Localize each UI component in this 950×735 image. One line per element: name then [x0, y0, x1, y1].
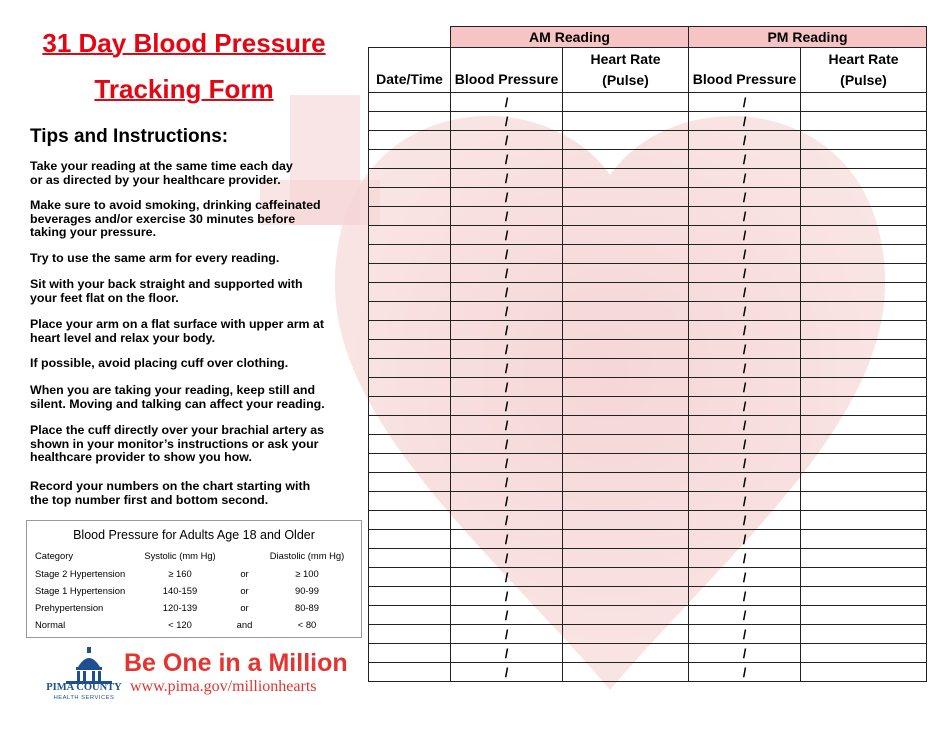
datetime-cell[interactable]: [369, 359, 451, 378]
pm-reading-header: PM Reading: [689, 27, 927, 48]
datetime-cell[interactable]: [369, 150, 451, 169]
table-row: [369, 131, 927, 150]
datetime-cell[interactable]: [369, 226, 451, 245]
am-heart-rate-cell[interactable]: [563, 226, 689, 245]
col-am-heart-rate: Heart Rate (Pulse): [563, 48, 689, 93]
pm-bp-cell[interactable]: /: [689, 530, 801, 549]
am-heart-rate-cell[interactable]: [563, 549, 689, 568]
pm-bp-cell[interactable]: /: [689, 283, 801, 302]
pm-bp-cell[interactable]: /: [689, 207, 801, 226]
pm-bp-cell[interactable]: /: [689, 340, 801, 359]
am-heart-rate-cell[interactable]: [563, 492, 689, 511]
datetime-cell[interactable]: [369, 245, 451, 264]
am-bp-cell[interactable]: /: [451, 321, 563, 340]
pm-heart-rate-cell[interactable]: [801, 93, 927, 112]
pm-heart-rate-cell[interactable]: [801, 359, 927, 378]
pm-heart-rate-cell[interactable]: [801, 549, 927, 568]
page-title-line-2: Tracking Form: [94, 74, 274, 104]
pm-heart-rate-cell[interactable]: [801, 492, 927, 511]
am-bp-cell[interactable]: /: [451, 226, 563, 245]
tip-cuff-placement: Place the cuff directly over your brachial artery as shown in your monitor’s instructions or ask your healthcare provider to show you how.: [30, 423, 325, 464]
table-row: [369, 226, 927, 245]
campaign-url: www.pima.gov/millionhearts: [130, 678, 317, 695]
datetime-cell[interactable]: [369, 663, 451, 682]
tip-keep-still: When you are taking your reading, keep still and silent. Moving and talking can affect your reading.: [30, 383, 325, 411]
tip-same-arm: Try to use the same arm for every reading.: [30, 251, 280, 265]
am-heart-rate-cell[interactable]: [563, 283, 689, 302]
am-heart-rate-cell[interactable]: [563, 606, 689, 625]
datetime-cell[interactable]: [369, 378, 451, 397]
am-bp-cell[interactable]: /: [451, 416, 563, 435]
pm-heart-rate-cell[interactable]: [801, 530, 927, 549]
table-row: [369, 359, 927, 378]
am-heart-rate-cell[interactable]: [563, 416, 689, 435]
pm-bp-cell[interactable]: /: [689, 644, 801, 663]
table-row: [369, 530, 927, 549]
am-heart-rate-cell[interactable]: [563, 207, 689, 226]
table-row: [369, 568, 927, 587]
am-bp-cell[interactable]: /: [451, 340, 563, 359]
datetime-cell[interactable]: [369, 587, 451, 606]
am-heart-rate-cell[interactable]: [563, 511, 689, 530]
pm-heart-rate-cell[interactable]: [801, 131, 927, 150]
datetime-cell[interactable]: [369, 264, 451, 283]
am-heart-rate-cell[interactable]: [563, 188, 689, 207]
org-name: PIMA COUNTY: [46, 682, 122, 693]
pm-heart-rate-cell[interactable]: [801, 207, 927, 226]
table-row: [369, 321, 927, 340]
am-bp-cell[interactable]: /: [451, 207, 563, 226]
am-bp-cell[interactable]: /: [451, 549, 563, 568]
am-heart-rate-cell[interactable]: [563, 644, 689, 663]
am-heart-rate-cell[interactable]: [563, 340, 689, 359]
am-heart-rate-cell[interactable]: [563, 112, 689, 131]
datetime-cell[interactable]: [369, 549, 451, 568]
am-bp-cell[interactable]: /: [451, 492, 563, 511]
pm-heart-rate-cell[interactable]: [801, 112, 927, 131]
bp-table-title: Blood Pressure for Adults Age 18 and Older: [73, 528, 315, 542]
am-bp-cell[interactable]: /: [451, 435, 563, 454]
am-bp-cell[interactable]: /: [451, 188, 563, 207]
am-heart-rate-cell[interactable]: [563, 568, 689, 587]
table-row: [369, 93, 927, 112]
pm-bp-cell[interactable]: /: [689, 663, 801, 682]
pm-bp-cell[interactable]: /: [689, 245, 801, 264]
pm-heart-rate-cell[interactable]: [801, 283, 927, 302]
table-row: [369, 492, 927, 511]
pm-bp-cell[interactable]: /: [689, 188, 801, 207]
page-title-line-1: 31 Day Blood Pressure: [42, 28, 326, 58]
col-datetime: Date/Time: [369, 48, 451, 93]
am-bp-cell[interactable]: /: [451, 169, 563, 188]
am-bp-cell[interactable]: /: [451, 473, 563, 492]
am-bp-cell[interactable]: /: [451, 245, 563, 264]
am-bp-cell[interactable]: /: [451, 644, 563, 663]
am-bp-cell[interactable]: /: [451, 93, 563, 112]
datetime-cell[interactable]: [369, 416, 451, 435]
am-bp-cell[interactable]: /: [451, 511, 563, 530]
table-row: [369, 625, 927, 644]
am-bp-cell[interactable]: /: [451, 131, 563, 150]
tip-cuff-clothing: If possible, avoid placing cuff over clothing.: [30, 356, 289, 370]
table-row: [369, 644, 927, 663]
pm-bp-cell[interactable]: /: [689, 302, 801, 321]
org-subtitle: HEALTH SERVICES: [53, 695, 115, 701]
am-heart-rate-cell[interactable]: [563, 397, 689, 416]
table-row: [369, 302, 927, 321]
pm-heart-rate-cell[interactable]: [801, 511, 927, 530]
pm-bp-cell[interactable]: /: [689, 226, 801, 245]
am-bp-cell[interactable]: /: [451, 283, 563, 302]
table-row: [369, 511, 927, 530]
table-row: [369, 150, 927, 169]
pm-heart-rate-cell[interactable]: [801, 321, 927, 340]
pm-heart-rate-cell[interactable]: [801, 150, 927, 169]
am-bp-cell[interactable]: /: [451, 397, 563, 416]
pm-heart-rate-cell[interactable]: [801, 587, 927, 606]
am-bp-cell[interactable]: /: [451, 150, 563, 169]
pm-heart-rate-cell[interactable]: [801, 378, 927, 397]
pm-bp-cell[interactable]: /: [689, 169, 801, 188]
table-row: [369, 416, 927, 435]
pm-bp-cell[interactable]: /: [689, 112, 801, 131]
pm-heart-rate-cell[interactable]: [801, 568, 927, 587]
pm-heart-rate-cell[interactable]: [801, 435, 927, 454]
am-heart-rate-cell[interactable]: [563, 530, 689, 549]
am-heart-rate-cell[interactable]: [563, 435, 689, 454]
table-row: [369, 188, 927, 207]
pm-heart-rate-cell[interactable]: [801, 188, 927, 207]
pm-bp-cell[interactable]: /: [689, 435, 801, 454]
am-heart-rate-cell[interactable]: [563, 93, 689, 112]
datetime-cell[interactable]: [369, 454, 451, 473]
am-heart-rate-cell[interactable]: [563, 625, 689, 644]
campaign-tagline: Be One in a Million: [124, 649, 348, 677]
pm-bp-cell[interactable]: /: [689, 264, 801, 283]
tip-arm-position: Place your arm on a flat surface with upper arm at heart level and relax your body.: [30, 317, 325, 345]
table-row: [369, 435, 927, 454]
pm-heart-rate-cell[interactable]: [801, 302, 927, 321]
table-row: [369, 549, 927, 568]
table-row: [369, 264, 927, 283]
pm-bp-cell[interactable]: /: [689, 131, 801, 150]
datetime-cell[interactable]: [369, 340, 451, 359]
pm-bp-cell[interactable]: /: [689, 473, 801, 492]
table-row: [369, 340, 927, 359]
datetime-cell[interactable]: [369, 473, 451, 492]
table-row: [369, 606, 927, 625]
table-row: [369, 587, 927, 606]
pm-bp-cell[interactable]: /: [689, 549, 801, 568]
datetime-cell[interactable]: [369, 93, 451, 112]
pm-heart-rate-cell[interactable]: [801, 454, 927, 473]
pm-bp-cell[interactable]: /: [689, 511, 801, 530]
am-bp-cell[interactable]: /: [451, 302, 563, 321]
pm-bp-cell[interactable]: /: [689, 587, 801, 606]
pm-bp-cell[interactable]: /: [689, 454, 801, 473]
pm-bp-cell[interactable]: /: [689, 492, 801, 511]
datetime-cell[interactable]: [369, 568, 451, 587]
datetime-cell[interactable]: [369, 644, 451, 663]
pm-heart-rate-cell[interactable]: [801, 606, 927, 625]
datetime-cell[interactable]: [369, 131, 451, 150]
datetime-cell[interactable]: [369, 435, 451, 454]
left-panel: [0, 0, 368, 735]
datetime-cell[interactable]: [369, 321, 451, 340]
pm-heart-rate-cell[interactable]: [801, 226, 927, 245]
pm-bp-cell[interactable]: /: [689, 625, 801, 644]
col-am-blood-pressure: Blood Pressure: [451, 48, 563, 93]
table-row: [369, 663, 927, 682]
table-row: [369, 283, 927, 302]
am-bp-cell[interactable]: /: [451, 264, 563, 283]
tip-same-time: Take your reading at the same time each day or as directed by your healthcare provider.: [30, 159, 293, 187]
table-row: [369, 245, 927, 264]
pm-heart-rate-cell[interactable]: [801, 340, 927, 359]
am-reading-header: AM Reading: [451, 27, 689, 48]
col-pm-heart-rate: Heart Rate (Pulse): [801, 48, 927, 93]
table-row: [369, 169, 927, 188]
am-bp-cell[interactable]: /: [451, 587, 563, 606]
pm-bp-cell[interactable]: /: [689, 359, 801, 378]
am-bp-cell[interactable]: /: [451, 454, 563, 473]
table-row: [369, 378, 927, 397]
am-heart-rate-cell[interactable]: [563, 663, 689, 682]
table-row: [369, 454, 927, 473]
pm-bp-cell[interactable]: /: [689, 397, 801, 416]
am-bp-cell[interactable]: /: [451, 568, 563, 587]
pm-bp-cell[interactable]: /: [689, 321, 801, 340]
reading-tracker-table: [368, 26, 927, 682]
pm-bp-cell[interactable]: /: [689, 416, 801, 435]
pm-bp-cell[interactable]: /: [689, 568, 801, 587]
am-bp-cell[interactable]: /: [451, 663, 563, 682]
pm-heart-rate-cell[interactable]: [801, 663, 927, 682]
pm-bp-cell[interactable]: /: [689, 150, 801, 169]
tips-heading: Tips and Instructions:: [30, 126, 229, 147]
datetime-cell[interactable]: [369, 397, 451, 416]
datetime-cell[interactable]: [369, 530, 451, 549]
am-heart-rate-cell[interactable]: [563, 321, 689, 340]
am-heart-rate-cell[interactable]: [563, 454, 689, 473]
am-bp-cell[interactable]: /: [451, 606, 563, 625]
pm-bp-cell[interactable]: /: [689, 378, 801, 397]
datetime-cell[interactable]: [369, 169, 451, 188]
tip-posture: Sit with your back straight and supported with your feet flat on the floor.: [30, 277, 303, 305]
am-heart-rate-cell[interactable]: [563, 150, 689, 169]
am-heart-rate-cell[interactable]: [563, 245, 689, 264]
pm-heart-rate-cell[interactable]: [801, 397, 927, 416]
pm-heart-rate-cell[interactable]: [801, 416, 927, 435]
am-heart-rate-cell[interactable]: [563, 359, 689, 378]
pm-heart-rate-cell[interactable]: [801, 169, 927, 188]
pm-bp-cell[interactable]: /: [689, 93, 801, 112]
table-row: [369, 207, 927, 226]
am-heart-rate-cell[interactable]: [563, 378, 689, 397]
am-bp-cell[interactable]: /: [451, 359, 563, 378]
tip-avoid-smoking: Make sure to avoid smoking, drinking caffeinated beverages and/or exercise 30 minutes before taking your pressure.: [30, 198, 321, 239]
am-heart-rate-cell[interactable]: [563, 264, 689, 283]
datetime-cell[interactable]: [369, 302, 451, 321]
datetime-cell[interactable]: [369, 283, 451, 302]
pm-heart-rate-cell[interactable]: [801, 625, 927, 644]
pm-heart-rate-cell[interactable]: [801, 245, 927, 264]
pm-bp-cell[interactable]: /: [689, 606, 801, 625]
am-bp-cell[interactable]: /: [451, 625, 563, 644]
am-heart-rate-cell[interactable]: [563, 473, 689, 492]
datetime-cell[interactable]: [369, 492, 451, 511]
am-heart-rate-cell[interactable]: [563, 169, 689, 188]
pm-heart-rate-cell[interactable]: [801, 264, 927, 283]
table-row: [369, 473, 927, 492]
am-bp-cell[interactable]: /: [451, 530, 563, 549]
datetime-cell[interactable]: [369, 625, 451, 644]
datetime-cell[interactable]: [369, 112, 451, 131]
datetime-cell[interactable]: [369, 188, 451, 207]
pm-heart-rate-cell[interactable]: [801, 644, 927, 663]
tip-record-numbers: Record your numbers on the chart starting with the top number first and bottom second.: [30, 479, 311, 507]
bp-categories-table: Blood Pressure for Adults Age 18 and Older Category Systolic (mm Hg) Diastolic (mm Hg) Stage 2 Hypertension ≥ 160 or ≥ 100 Stage 1 Hypertension 140-159 or 90-99 Prehypertension 120-139 or 80-89 Normal < 120 and < 80: [26, 520, 362, 638]
datetime-cell[interactable]: [369, 606, 451, 625]
datetime-cell[interactable]: [369, 207, 451, 226]
am-heart-rate-cell[interactable]: [563, 131, 689, 150]
am-heart-rate-cell[interactable]: [563, 302, 689, 321]
table-row: [369, 397, 927, 416]
pm-heart-rate-cell[interactable]: [801, 473, 927, 492]
am-bp-cell[interactable]: /: [451, 112, 563, 131]
col-pm-blood-pressure: Blood Pressure: [689, 48, 801, 93]
table-row: [369, 112, 927, 131]
am-bp-cell[interactable]: /: [451, 378, 563, 397]
datetime-cell[interactable]: [369, 511, 451, 530]
am-heart-rate-cell[interactable]: [563, 587, 689, 606]
